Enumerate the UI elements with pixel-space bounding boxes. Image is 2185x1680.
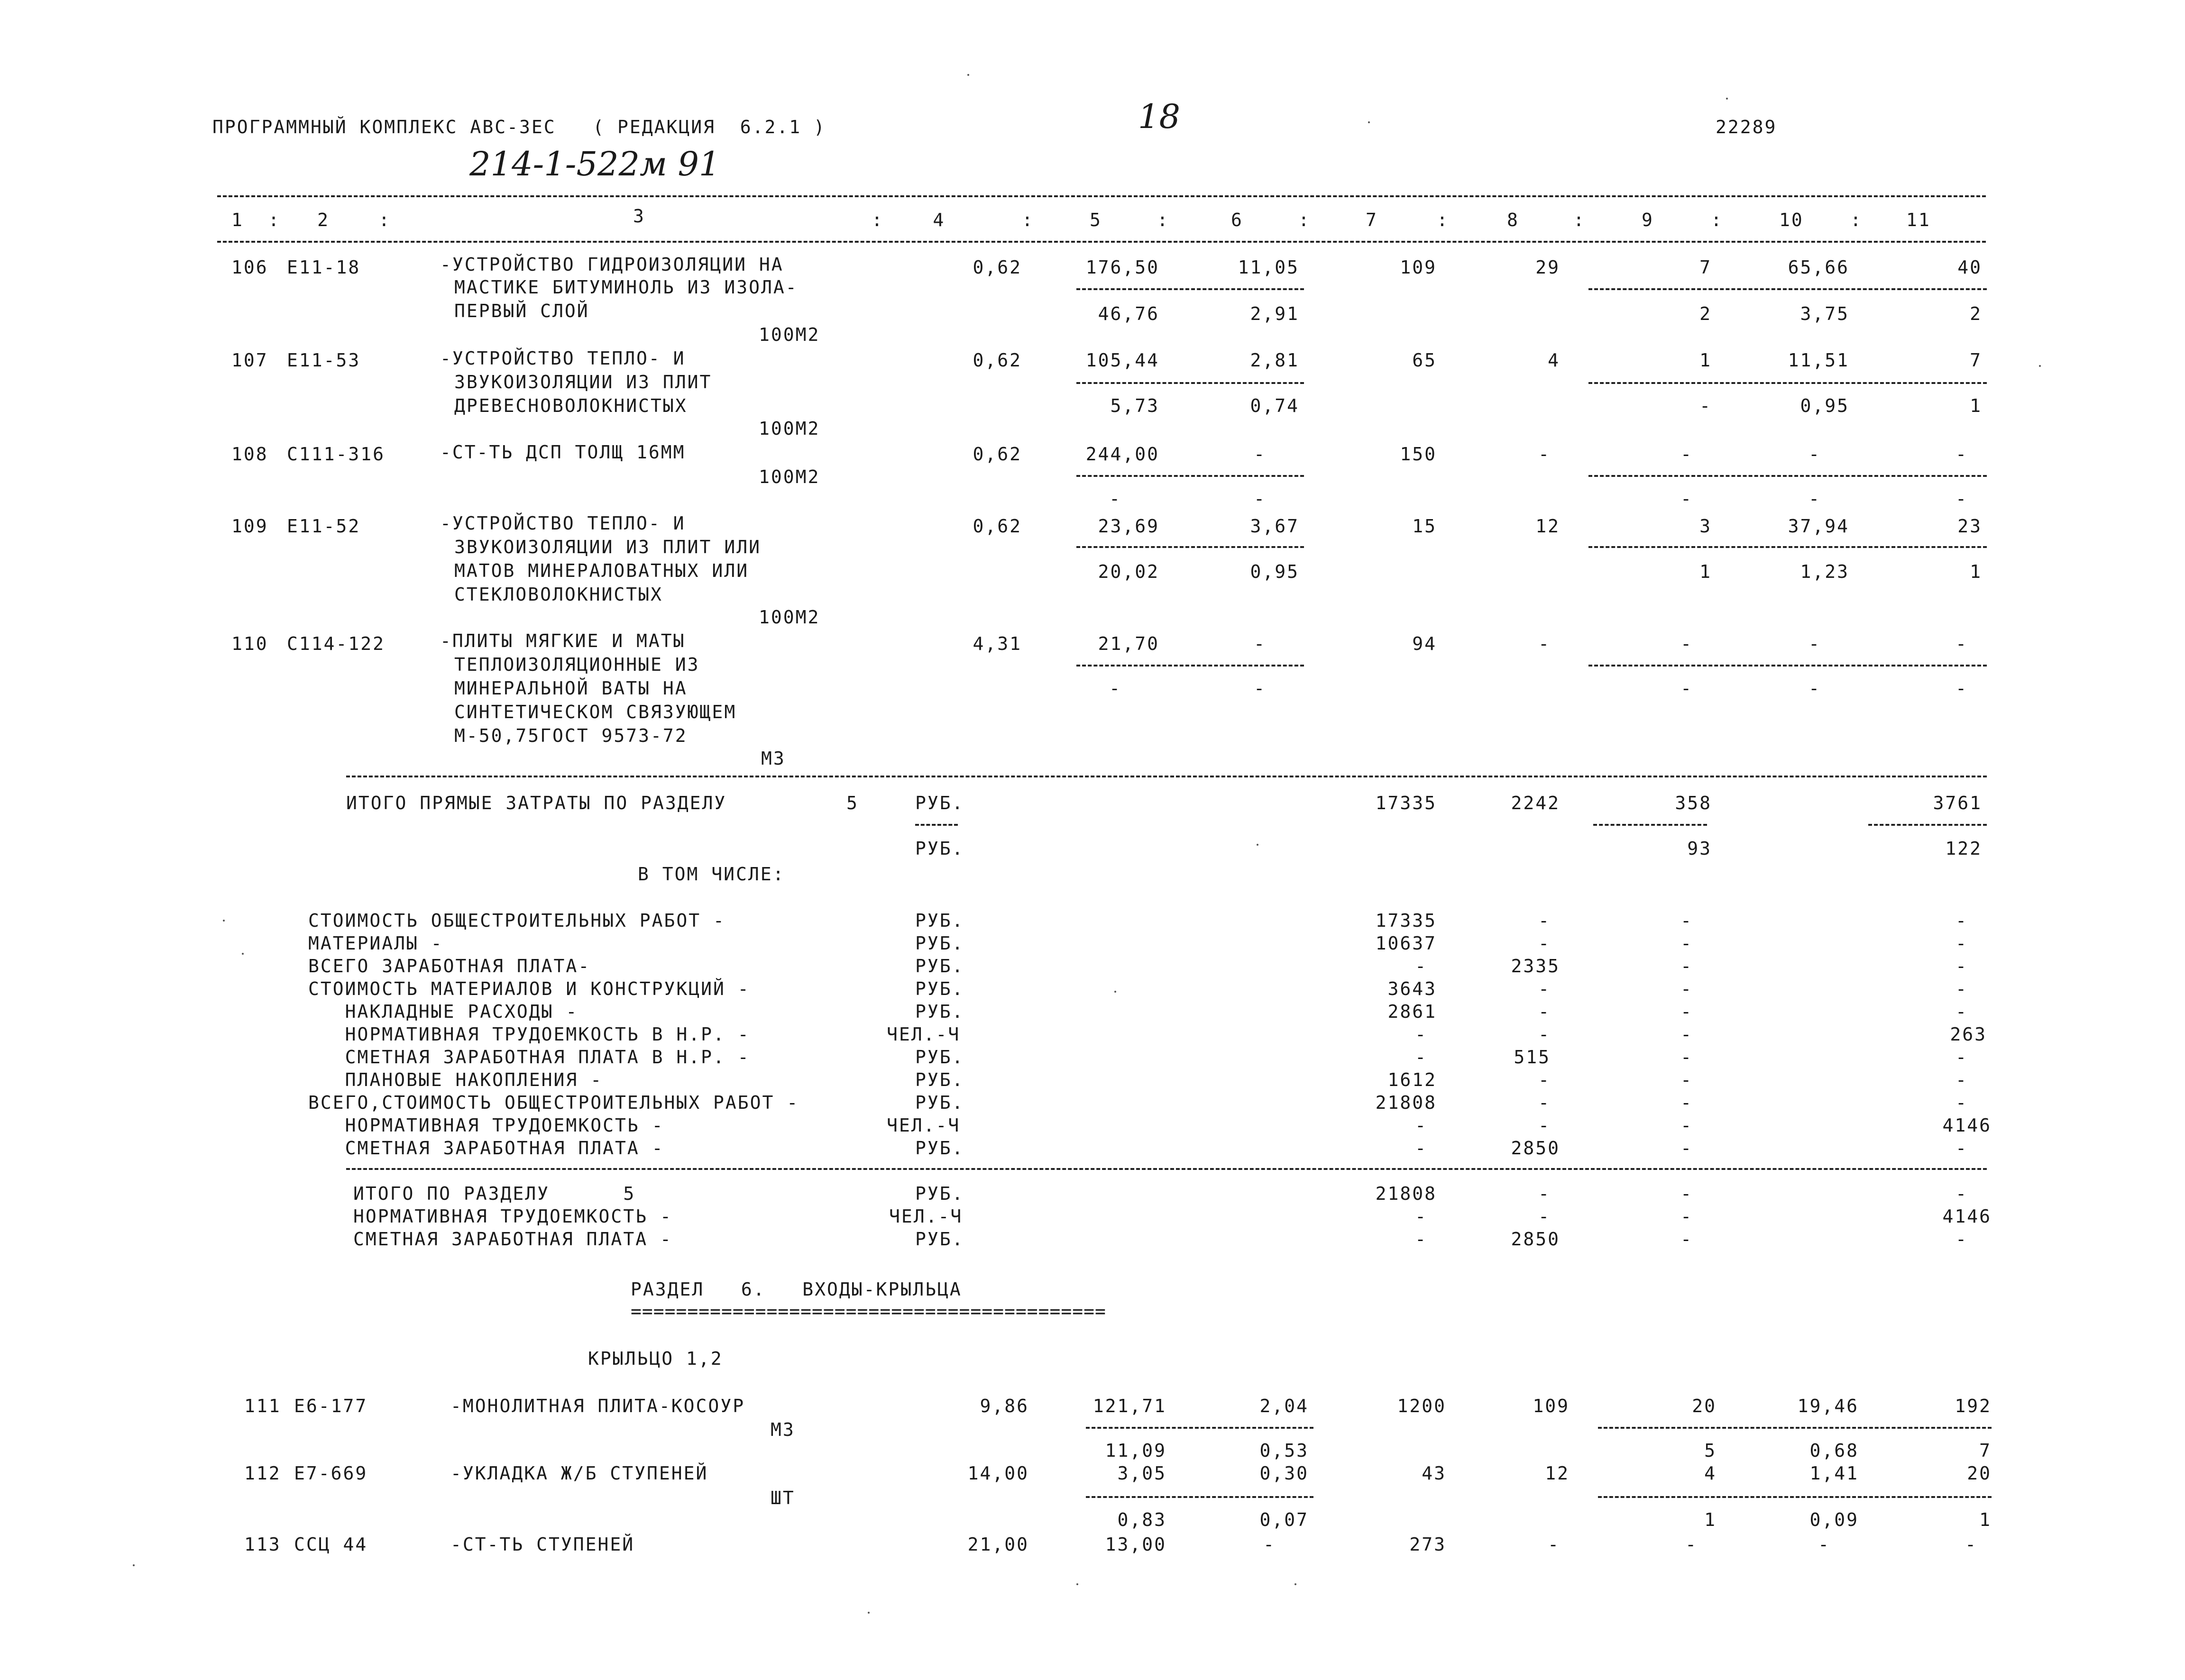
col-sep: : — [1850, 210, 1863, 230]
row-desc-line: -УСТРОЙСТВО ГИДРОИЗОЛЯЦИИ НА — [440, 254, 784, 275]
sub-rule — [1076, 665, 1304, 667]
cell-col6: - — [1254, 633, 1266, 654]
row-desc-line: МИНЕРАЛЬНОЙ ВАТЫ НА — [454, 678, 688, 699]
cell-col5-sub: - — [1109, 488, 1121, 509]
total-col9-sub: 93 — [1687, 838, 1712, 859]
summary-col9: - — [1680, 956, 1693, 977]
col-7: 7 — [1366, 210, 1378, 230]
row-desc-line: -СТ-ТЬ СТУПЕНЕЙ — [450, 1534, 635, 1555]
cell-col7: 273 — [1409, 1534, 1446, 1555]
col-3: 3 — [633, 206, 645, 227]
total-col11-sub: 122 — [1945, 838, 1982, 859]
summary-col7: - — [1415, 956, 1427, 977]
section-total-col9: - — [1680, 1183, 1693, 1204]
cell-col7: 15 — [1412, 516, 1437, 537]
summary-label: ПЛАНОВЫЕ НАКОПЛЕНИЯ - — [308, 1069, 603, 1090]
summary-col11: - — [1955, 956, 1968, 977]
row-number: 112 — [244, 1463, 281, 1484]
section-total-rule — [346, 1168, 1987, 1170]
cell-col5: 244,00 — [1085, 444, 1159, 465]
summary-col9: - — [1680, 910, 1693, 931]
summary-col11: 4146 — [1942, 1115, 1992, 1136]
summary-col7: 2861 — [1387, 1001, 1437, 1022]
section-total-col8: - — [1538, 1206, 1551, 1227]
section-6-title: РАЗДЕЛ 6. ВХОДЫ-КРЫЛЬЦА — [631, 1279, 962, 1300]
summary-col9: - — [1680, 1047, 1693, 1068]
col-6: 6 — [1231, 210, 1243, 230]
cell-col7: 65 — [1412, 350, 1437, 371]
cell-col8: 29 — [1535, 257, 1560, 278]
cell-col10-sub: - — [1809, 488, 1821, 509]
program-header: ПРОГРАММНЫЙ КОМПЛЕКС АВС-ЗЕС ( РЕДАКЦИЯ 6.2.1 ) — [212, 117, 826, 137]
cell-col8: - — [1538, 633, 1551, 654]
section-total-col11: - — [1955, 1229, 1968, 1250]
sub-rule — [1076, 475, 1304, 477]
header-rule-bottom — [217, 241, 1986, 243]
total-unit-2: РУБ. — [915, 838, 964, 859]
cell-col4: 0,62 — [973, 350, 1022, 371]
total-section: 5 — [846, 793, 859, 813]
scan-speck — [1076, 1583, 1078, 1585]
summary-col9: - — [1680, 1115, 1693, 1136]
summary-label: НАКЛАДНЫЕ РАСХОДЫ - — [308, 1001, 578, 1022]
section-total-label: ИТОГО ПО РАЗДЕЛУ 5 — [353, 1183, 636, 1204]
cell-col9: - — [1685, 1534, 1698, 1555]
cell-col6-sub: 2,91 — [1250, 303, 1299, 324]
cell-col10: 1,41 — [1809, 1463, 1859, 1484]
summary-col11: - — [1955, 1047, 1968, 1068]
row-code: Е11-52 — [287, 516, 361, 537]
row-unit: 100М2 — [759, 466, 820, 487]
sub-rule — [1598, 1496, 1992, 1498]
summary-label: СМЕТНАЯ ЗАРАБОТНАЯ ПЛАТА В Н.Р. - — [308, 1047, 750, 1068]
cell-col5: 105,44 — [1085, 350, 1159, 371]
row-number: 113 — [244, 1534, 281, 1555]
cell-col9-sub: - — [1699, 395, 1712, 416]
summary-col8: 515 — [1514, 1047, 1551, 1068]
cell-col6: - — [1254, 444, 1266, 465]
summary-col8: - — [1538, 1024, 1551, 1045]
cell-col10: 65,66 — [1788, 257, 1849, 278]
summary-col7: 1612 — [1387, 1069, 1437, 1090]
scan-speck — [1114, 991, 1116, 993]
cell-col11-sub: 1 — [1970, 395, 1982, 416]
row-desc-line: ПЕРВЫЙ СЛОЙ — [454, 301, 589, 321]
sub-rule — [1868, 824, 1987, 826]
cell-col11: 40 — [1957, 257, 1982, 278]
col-11: 11 — [1906, 210, 1931, 230]
section-total-unit: РУБ. — [915, 1183, 964, 1204]
row-unit: ШТ — [771, 1488, 795, 1508]
in-that-label: В ТОМ ЧИСЛЕ: — [638, 864, 785, 885]
cell-col11: 20 — [1967, 1463, 1992, 1484]
cell-col8: 12 — [1535, 516, 1560, 537]
summary-col11: - — [1955, 1001, 1968, 1022]
cell-col10-sub: 0,68 — [1809, 1440, 1859, 1461]
cell-col9: 20 — [1692, 1396, 1717, 1416]
sub-rule — [1588, 475, 1987, 477]
row-desc-line: МАСТИКЕ БИТУМИНОЛЬ ИЗ ИЗОЛА- — [454, 277, 798, 298]
page-number: 18 — [1138, 97, 1181, 136]
cell-col5: 176,50 — [1085, 257, 1159, 278]
cell-col6-sub: 0,95 — [1250, 561, 1299, 582]
row-code: С114-122 — [287, 633, 386, 654]
row-number: 107 — [231, 350, 268, 371]
cell-col11: 192 — [1955, 1396, 1992, 1416]
section-total-label: СМЕТНАЯ ЗАРАБОТНАЯ ПЛАТА - — [353, 1229, 672, 1250]
section-total-col7: - — [1415, 1206, 1427, 1227]
scan-speck — [242, 953, 244, 955]
section-total-unit: ЧЕЛ.-Ч — [889, 1206, 963, 1227]
summary-col11: - — [1955, 1069, 1968, 1090]
summary-col11: - — [1955, 1092, 1968, 1113]
cell-col11: - — [1965, 1534, 1977, 1555]
summary-unit: РУБ. — [915, 1069, 964, 1090]
summary-col7: 17335 — [1375, 910, 1437, 931]
cell-col5: 21,70 — [1098, 633, 1159, 654]
summary-unit: РУБ. — [915, 910, 964, 931]
col-8: 8 — [1507, 210, 1519, 230]
cell-col4: 4,31 — [973, 633, 1022, 654]
section-total-col7: 21808 — [1375, 1183, 1437, 1204]
cell-col11-sub: - — [1955, 678, 1968, 699]
section-total-col9: - — [1680, 1229, 1693, 1250]
col-9: 9 — [1642, 210, 1654, 230]
row-number: 110 — [231, 633, 268, 654]
cell-col10-sub: - — [1809, 678, 1821, 699]
section-6-subtitle: КРЫЛЬЦО 1,2 — [588, 1348, 723, 1369]
summary-col8: - — [1538, 1092, 1551, 1113]
row-desc-line: -СТ-ТЬ ДСП ТОЛЩ 16ММ — [440, 442, 686, 463]
section-total-col8: - — [1538, 1183, 1551, 1204]
sub-rule — [1588, 382, 1987, 384]
section-6-underline: ========================================== — [631, 1301, 1106, 1322]
row-unit: М3 — [771, 1419, 795, 1440]
summary-label: СТОИМОСТЬ МАТЕРИАЛОВ И КОНСТРУКЦИЙ - — [308, 978, 750, 999]
row-number: 108 — [231, 444, 268, 465]
cell-col10: - — [1818, 1534, 1830, 1555]
total-unit: РУБ. — [915, 793, 964, 813]
section-total-col7: - — [1415, 1229, 1427, 1250]
cell-col7: 43 — [1422, 1463, 1446, 1484]
handwritten-reference: 214-1-522м 91 — [469, 145, 720, 183]
row-code: Е7-669 — [294, 1463, 368, 1484]
scan-speck — [223, 920, 225, 922]
row-desc-line: -МОНОЛИТНАЯ ПЛИТА-КОСОУР — [450, 1396, 745, 1416]
cell-col6: 2,81 — [1250, 350, 1299, 371]
cell-col8: - — [1538, 444, 1551, 465]
cell-col6: 0,30 — [1259, 1463, 1309, 1484]
cell-col9: - — [1680, 633, 1693, 654]
sub-rule — [1076, 382, 1304, 384]
summary-unit: РУБ. — [915, 933, 964, 954]
cell-col8: 12 — [1545, 1463, 1570, 1484]
cell-col10: - — [1809, 633, 1821, 654]
scan-speck — [133, 1564, 135, 1566]
cell-col6-sub: 0,07 — [1259, 1509, 1309, 1530]
scan-speck — [868, 1612, 870, 1614]
summary-col8: - — [1538, 933, 1551, 954]
cell-col6-sub: 0,53 — [1259, 1440, 1309, 1461]
cell-col11: - — [1955, 633, 1968, 654]
cell-col5: 23,69 — [1098, 516, 1159, 537]
row-unit: 100М2 — [759, 418, 820, 439]
summary-col7: - — [1415, 1047, 1427, 1068]
col-sep: : — [1298, 210, 1311, 230]
section-total-col9: - — [1680, 1206, 1693, 1227]
scan-speck — [1368, 121, 1370, 123]
col-sep: : — [1022, 210, 1034, 230]
summary-label: ВСЕГО ЗАРАБОТНАЯ ПЛАТА- — [308, 956, 591, 977]
cell-col11-sub: 1 — [1979, 1509, 1992, 1530]
section-total-label: НОРМАТИВНАЯ ТРУДОЕМКОСТЬ - — [353, 1206, 672, 1227]
row-number: 111 — [244, 1396, 281, 1416]
summary-unit: РУБ. — [915, 1001, 964, 1022]
sub-rule — [1086, 1496, 1313, 1498]
unit-underline — [915, 824, 958, 826]
summary-col9: - — [1680, 1138, 1693, 1159]
scan-speck — [1257, 844, 1258, 846]
scan-speck — [967, 74, 969, 76]
row-desc-line: -УСТРОЙСТВО ТЕПЛО- И — [440, 513, 686, 534]
cell-col6-sub: - — [1254, 488, 1266, 509]
cell-col4: 21,00 — [967, 1534, 1029, 1555]
summary-col11: - — [1955, 1138, 1968, 1159]
summary-col8: - — [1538, 978, 1551, 999]
scan-speck — [1726, 98, 1728, 100]
section-total-col11: 4146 — [1942, 1206, 1992, 1227]
summary-col7: - — [1415, 1138, 1427, 1159]
cell-col5-sub: 46,76 — [1098, 303, 1159, 324]
section-total-col11: - — [1955, 1183, 1968, 1204]
total-col7: 17335 — [1375, 793, 1437, 813]
row-desc-line: СТЕКЛОВОЛОКНИСТЫХ — [454, 584, 663, 605]
summary-unit: РУБ. — [915, 956, 964, 977]
cell-col11-sub: 7 — [1979, 1440, 1992, 1461]
cell-col11: 7 — [1970, 350, 1982, 371]
summary-col7: - — [1415, 1024, 1427, 1045]
summary-label: МАТЕРИАЛЫ - — [308, 933, 443, 954]
col-sep: : — [1437, 210, 1449, 230]
cell-col10: - — [1809, 444, 1821, 465]
row-unit: 100М2 — [759, 607, 820, 628]
cell-col10: 11,51 — [1788, 350, 1849, 371]
cell-col5: 13,00 — [1105, 1534, 1166, 1555]
cell-col9-sub: 1 — [1699, 561, 1712, 582]
cell-col5-sub: 20,02 — [1098, 561, 1159, 582]
summary-col8: - — [1538, 1069, 1551, 1090]
cell-col7: 1200 — [1397, 1396, 1446, 1416]
summary-col7: - — [1415, 1115, 1427, 1136]
summary-col8: 2335 — [1511, 956, 1560, 977]
cell-col9-sub: 2 — [1699, 303, 1712, 324]
cell-col10-sub: 1,23 — [1800, 561, 1849, 582]
summary-col11: - — [1955, 910, 1968, 931]
col-sep: : — [1573, 210, 1586, 230]
summary-unit: ЧЕЛ.-Ч — [887, 1115, 961, 1136]
cell-col5: 3,05 — [1117, 1463, 1166, 1484]
summary-col8: - — [1538, 1115, 1551, 1136]
sub-rule — [1588, 288, 1987, 290]
summary-col11: - — [1955, 933, 1968, 954]
cell-col9: 1 — [1699, 350, 1712, 371]
cell-col11: - — [1955, 444, 1968, 465]
cell-col6: - — [1263, 1534, 1276, 1555]
cell-col11: 23 — [1957, 516, 1982, 537]
sub-rule — [1076, 288, 1304, 290]
row-desc-line: МАТОВ МИНЕРАЛОВАТНЫХ ИЛИ — [454, 560, 749, 581]
cell-col4: 0,62 — [973, 257, 1022, 278]
summary-unit: РУБ. — [915, 1092, 964, 1113]
cell-col6: 11,05 — [1238, 257, 1299, 278]
cell-col4: 9,86 — [980, 1396, 1029, 1416]
cell-col6-sub: 0,74 — [1250, 395, 1299, 416]
cell-col10-sub: 0,95 — [1800, 395, 1849, 416]
sub-rule — [1588, 665, 1987, 667]
col-4: : 4 — [872, 210, 946, 230]
row-desc-line: ДРЕВЕСНОВОЛОКНИСТЫХ — [454, 395, 688, 416]
sub-rule — [1598, 1427, 1992, 1429]
row-desc-line: М-50,75ГОСТ 9573-72 — [454, 725, 688, 746]
row-desc-line: -УКЛАДКА Ж/Б СТУПЕНЕЙ — [450, 1463, 708, 1484]
scan-speck — [2039, 365, 2041, 367]
summary-col8: 2850 — [1511, 1138, 1560, 1159]
row-desc-line: -ПЛИТЫ МЯГКИЕ И МАТЫ — [440, 630, 686, 651]
summary-col8: - — [1538, 910, 1551, 931]
cell-col11-sub: 2 — [1970, 303, 1982, 324]
summary-label: СТОИМОСТЬ ОБЩЕСТРОИТЕЛЬНЫХ РАБОТ - — [308, 910, 725, 931]
row-code: С111-316 — [287, 444, 386, 465]
col-sep: : — [1157, 210, 1169, 230]
cell-col5-sub: 0,83 — [1117, 1509, 1166, 1530]
cell-col9: 7 — [1699, 257, 1712, 278]
col-1-2: 1 : 2 : — [231, 210, 391, 230]
cell-col10: 37,94 — [1788, 516, 1849, 537]
cell-col8: - — [1548, 1534, 1560, 1555]
row-desc-line: ЗВУКОИЗОЛЯЦИИ ИЗ ПЛИТ ИЛИ — [454, 537, 761, 557]
total-label: ИТОГО ПРЯМЫЕ ЗАТРАТЫ ПО РАЗДЕЛУ — [346, 793, 727, 813]
summary-unit: РУБ. — [915, 1047, 964, 1068]
scan-speck — [1294, 1583, 1296, 1585]
cell-col10-sub: 3,75 — [1800, 303, 1849, 324]
summary-col9: - — [1680, 1069, 1693, 1090]
cell-col6-sub: - — [1254, 678, 1266, 699]
cell-col7: 94 — [1412, 633, 1437, 654]
total-col9: 358 — [1675, 793, 1712, 813]
cell-col6: 3,67 — [1250, 516, 1299, 537]
cell-col5-sub: - — [1109, 678, 1121, 699]
col-5: 5 — [1090, 210, 1102, 230]
cell-col4: 0,62 — [973, 444, 1022, 465]
cell-col7: 150 — [1400, 444, 1437, 465]
col-sep: : — [1711, 210, 1723, 230]
cell-col9-sub: 1 — [1704, 1509, 1717, 1530]
cell-col9: 4 — [1704, 1463, 1717, 1484]
row-desc-line: -УСТРОЙСТВО ТЕПЛО- И — [440, 348, 686, 369]
summary-unit: РУБ. — [915, 978, 964, 999]
section-total-unit: РУБ. — [915, 1229, 964, 1250]
summary-col9: - — [1680, 1092, 1693, 1113]
cell-col10: 19,46 — [1797, 1396, 1859, 1416]
cell-col8: 4 — [1548, 350, 1560, 371]
cell-col5-sub: 11,09 — [1105, 1440, 1166, 1461]
total-col8: 2242 — [1511, 793, 1560, 813]
summary-col8: - — [1538, 1001, 1551, 1022]
cell-col9-sub: - — [1680, 678, 1693, 699]
cell-col9-sub: 5 — [1704, 1440, 1717, 1461]
cell-col11-sub: - — [1955, 488, 1968, 509]
row-code: Е6-177 — [294, 1396, 368, 1416]
sub-rule — [1076, 546, 1304, 548]
row-code: ССЦ 44 — [294, 1534, 368, 1555]
total-col11: 3761 — [1933, 793, 1982, 813]
cell-col10-sub: 0,09 — [1809, 1509, 1859, 1530]
document-number: 22289 — [1716, 117, 1777, 137]
summary-col7: 21808 — [1375, 1092, 1437, 1113]
summary-col9: - — [1680, 1001, 1693, 1022]
cell-col7: 109 — [1400, 257, 1437, 278]
summary-col9: - — [1680, 1024, 1693, 1045]
cell-col11-sub: 1 — [1970, 561, 1982, 582]
summary-label: ВСЕГО,СТОИМОСТЬ ОБЩЕСТРОИТЕЛЬНЫХ РАБОТ - — [308, 1092, 799, 1113]
cell-col4: 14,00 — [967, 1463, 1029, 1484]
cell-col8: 109 — [1533, 1396, 1570, 1416]
row-desc-line: СИНТЕТИЧЕСКОМ СВЯЗУЮЩЕМ — [454, 702, 737, 722]
cell-col9: - — [1680, 444, 1693, 465]
cell-col5-sub: 5,73 — [1110, 395, 1159, 416]
summary-unit: ЧЕЛ.-Ч — [887, 1024, 961, 1045]
row-number: 109 — [231, 516, 268, 537]
sub-rule — [1588, 546, 1987, 548]
row-code: Е11-53 — [287, 350, 361, 371]
row-unit: 100М2 — [759, 324, 820, 345]
sub-rule — [1593, 824, 1707, 826]
cell-col5: 121,71 — [1092, 1396, 1166, 1416]
summary-col11: 263 — [1950, 1024, 1987, 1045]
row-desc-line: ЗВУКОИЗОЛЯЦИИ ИЗ ПЛИТ — [454, 372, 712, 393]
col-10: 10 — [1779, 210, 1804, 230]
row-unit: М3 — [761, 748, 786, 769]
row-desc-line: ТЕПЛОИЗОЛЯЦИОННЫЕ ИЗ — [454, 654, 700, 675]
section-total-col8: 2850 — [1511, 1229, 1560, 1250]
header-rule-top — [217, 195, 1986, 197]
summary-label: СМЕТНАЯ ЗАРАБОТНАЯ ПЛАТА - — [308, 1138, 664, 1159]
summary-col9: - — [1680, 933, 1693, 954]
row-number: 106 — [231, 257, 268, 278]
summary-unit: РУБ. — [915, 1138, 964, 1159]
cell-col9-sub: - — [1680, 488, 1693, 509]
cell-col9: 3 — [1699, 516, 1712, 537]
cell-col6: 2,04 — [1259, 1396, 1309, 1416]
sub-rule — [1086, 1427, 1313, 1429]
row-code: Е11-18 — [287, 257, 361, 278]
summary-col11: - — [1955, 978, 1968, 999]
summary-label: НОРМАТИВНАЯ ТРУДОЕМКОСТЬ - — [308, 1115, 664, 1136]
totals-rule — [346, 776, 1987, 777]
summary-col7: 10637 — [1375, 933, 1437, 954]
summary-col9: - — [1680, 978, 1693, 999]
cell-col4: 0,62 — [973, 516, 1022, 537]
summary-col7: 3643 — [1387, 978, 1437, 999]
summary-label: НОРМАТИВНАЯ ТРУДОЕМКОСТЬ В Н.Р. - — [308, 1024, 750, 1045]
